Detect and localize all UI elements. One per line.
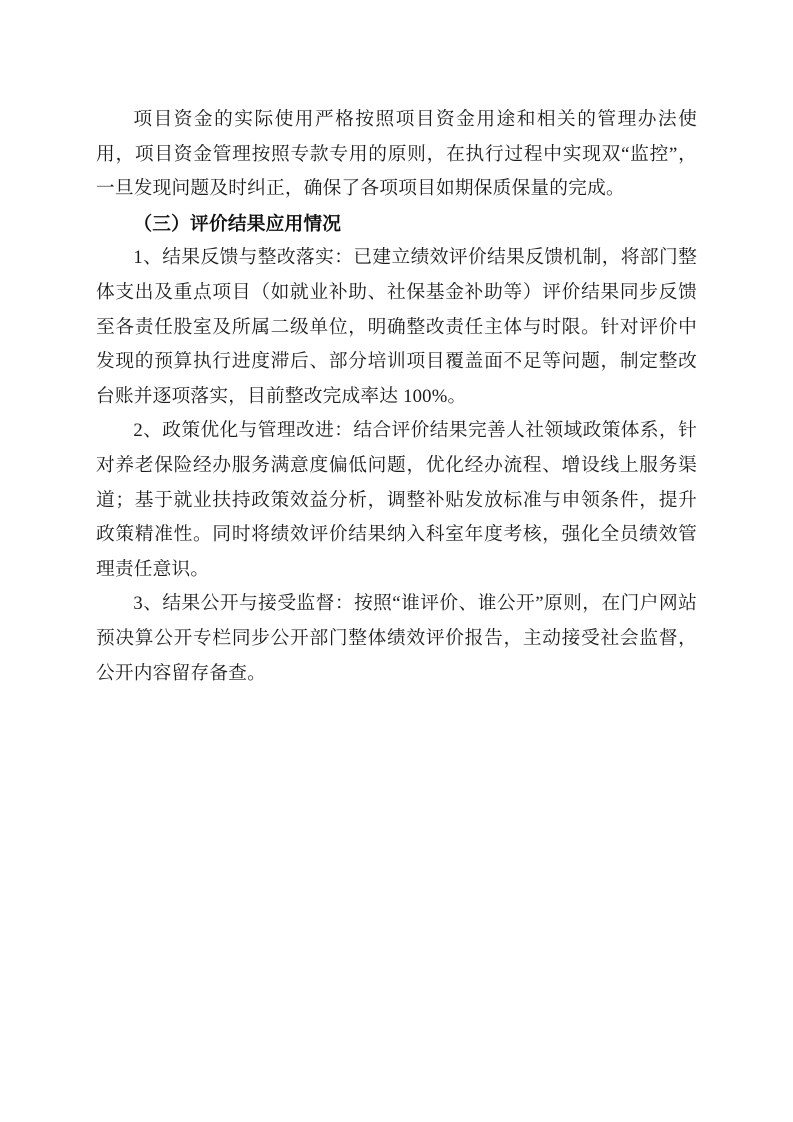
- document-body: [96, 103, 697, 691]
- body-paragraph: 2、政策优化与管理改进：结合评价结果完善人社领域政策体系，针对养老保险经办服务满意度偏低问题，优化经办流程、增设线上服务渠道；基于就业扶持政策效益分析，调整补贴发放标准与申领条件，提升政策精准性。同时将绩效评价结果纳入科室年度考核，强化全员绩效管理责任意识。: [96, 420, 697, 580]
- body-paragraph: 1、结果反馈与整改落实：已建立绩效评价结果反馈机制，将部门整体支出及重点项目（如就业补助、社保基金补助等）评价结果同步反馈至各责任股室及所属二级单位，明确整改责任主体与时限。针对评价中发现的预算执行进度滞后、部分培训项目覆盖面不足等问题，制定整改台账并逐项落实，目前整改完成率达 100%。: [96, 247, 697, 407]
- body-paragraph: 3、结果公开与接受监督：按照“谁评价、谁公开”原则，在门户网站预决算公开专栏同步公开部门整体绩效评价报告，主动接受社会监督，公开内容留存备查。: [96, 593, 697, 684]
- section-heading: （三）评价结果应用情况: [133, 212, 342, 234]
- body-paragraph: 项目资金的实际使用严格按照项目资金用途和相关的管理办法使用，项目资金管理按照专款专用的原则，在执行过程中实现双“监控”，一旦发现问题及时纠正，确保了各项项目如期保质保量的完成。: [96, 109, 697, 200]
